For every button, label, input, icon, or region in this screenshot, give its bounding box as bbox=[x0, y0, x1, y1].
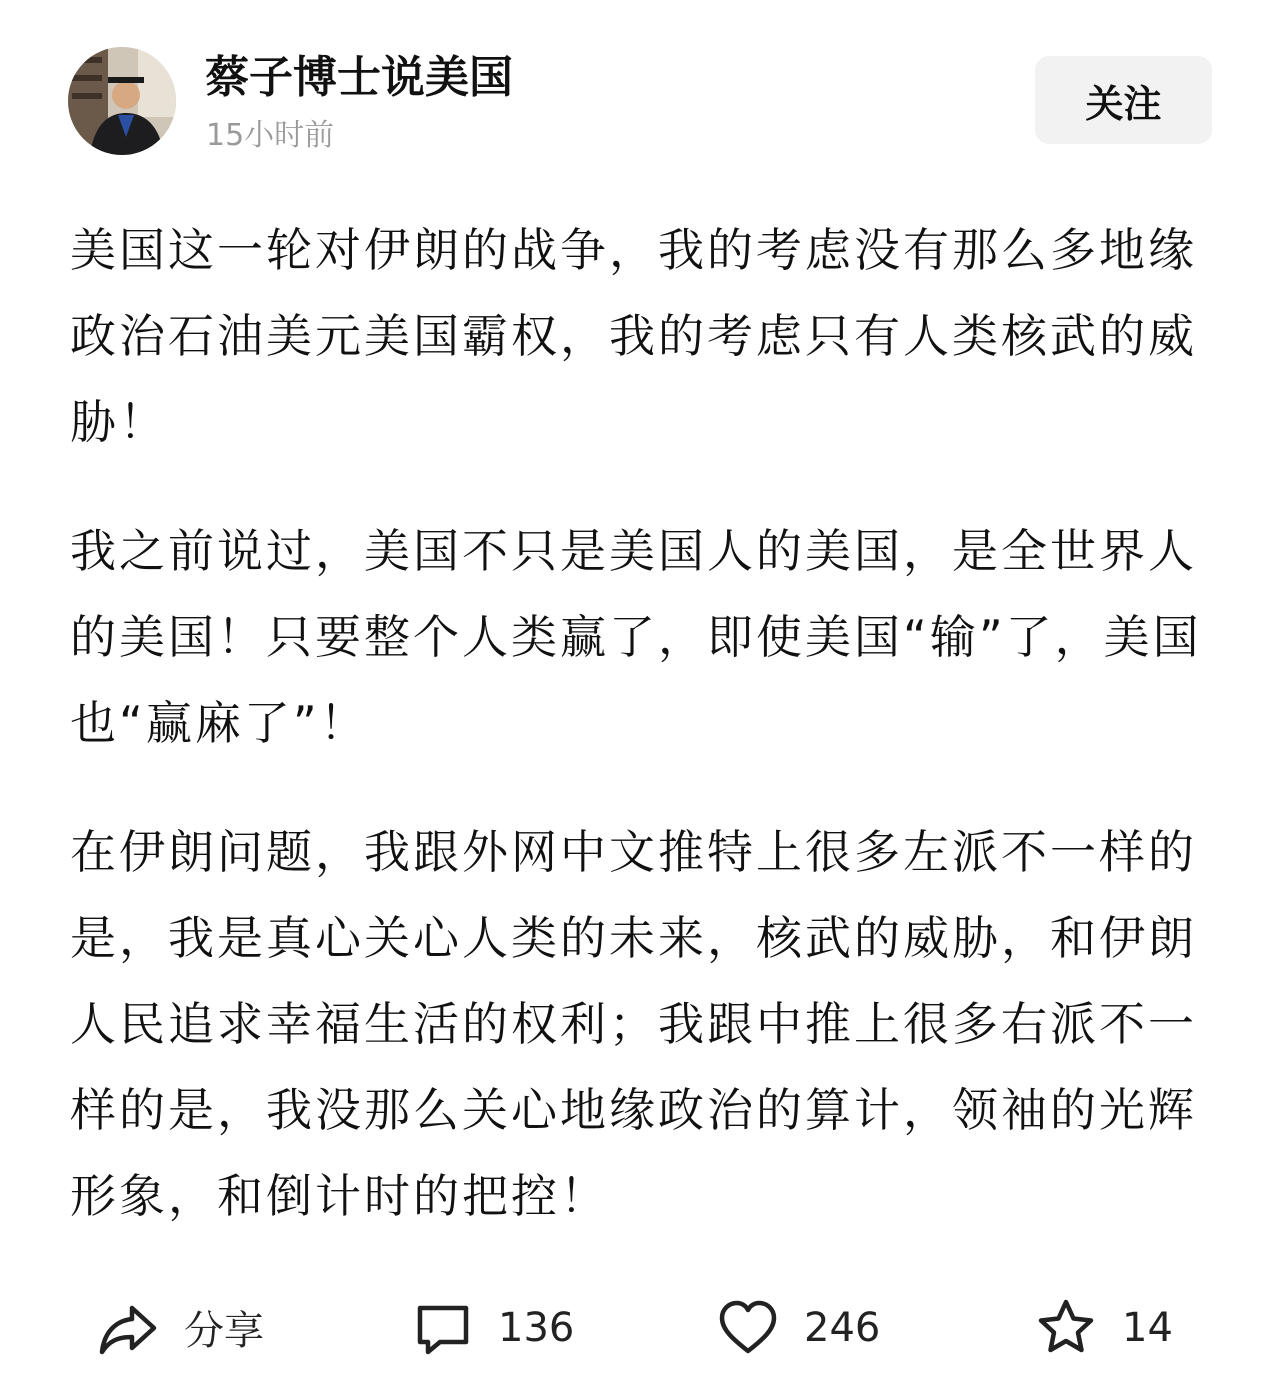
action-bar bbox=[0, 1285, 1280, 1370]
comment-count: 136 bbox=[498, 1304, 575, 1351]
share-button[interactable] bbox=[96, 1285, 264, 1370]
post-content bbox=[70, 207, 1215, 1282]
follow-button[interactable]: 关注 bbox=[1035, 56, 1212, 144]
share-label: 分享 bbox=[184, 1308, 264, 1354]
share-icon bbox=[96, 1296, 160, 1360]
favorite-button[interactable] bbox=[1034, 1285, 1173, 1370]
post-paragraph: 在伊朗问题，我跟外网中文推特上很多左派不一样的是，我是真心关心人类的未来，核武的威胁，和伊朗人民追求幸福生活的权利；我跟中推上很多右派不一样的是，我没那么关心地缘政治的算计，领袖的光辉形象，和倒计时的把控！ bbox=[70, 825, 1197, 1223]
post-time: 15小时前 bbox=[206, 118, 335, 153]
favorite-count: 14 bbox=[1122, 1304, 1173, 1351]
post-paragraph: 我之前说过，美国不只是美国人的美国，是全世界人的美国！只要整个人类赢了，即使美国“输”了，美国也“赢麻了”！ bbox=[70, 524, 1202, 750]
post-header bbox=[0, 0, 1280, 180]
comment-icon bbox=[410, 1296, 474, 1360]
author-name[interactable]: 蔡子博士说美国 bbox=[205, 52, 513, 103]
like-count: 246 bbox=[804, 1304, 881, 1351]
author-avatar[interactable] bbox=[68, 47, 176, 155]
avatar-image bbox=[68, 47, 176, 155]
post-paragraph: 美国这一轮对伊朗的战争，我的考虑没有那么多地缘政治石油美元美国霸权，我的考虑只有人类核武的威胁！ bbox=[70, 223, 1197, 449]
heart-icon bbox=[716, 1296, 780, 1360]
star-icon bbox=[1034, 1296, 1098, 1360]
comment-button[interactable] bbox=[410, 1285, 574, 1370]
like-button[interactable] bbox=[716, 1285, 880, 1370]
